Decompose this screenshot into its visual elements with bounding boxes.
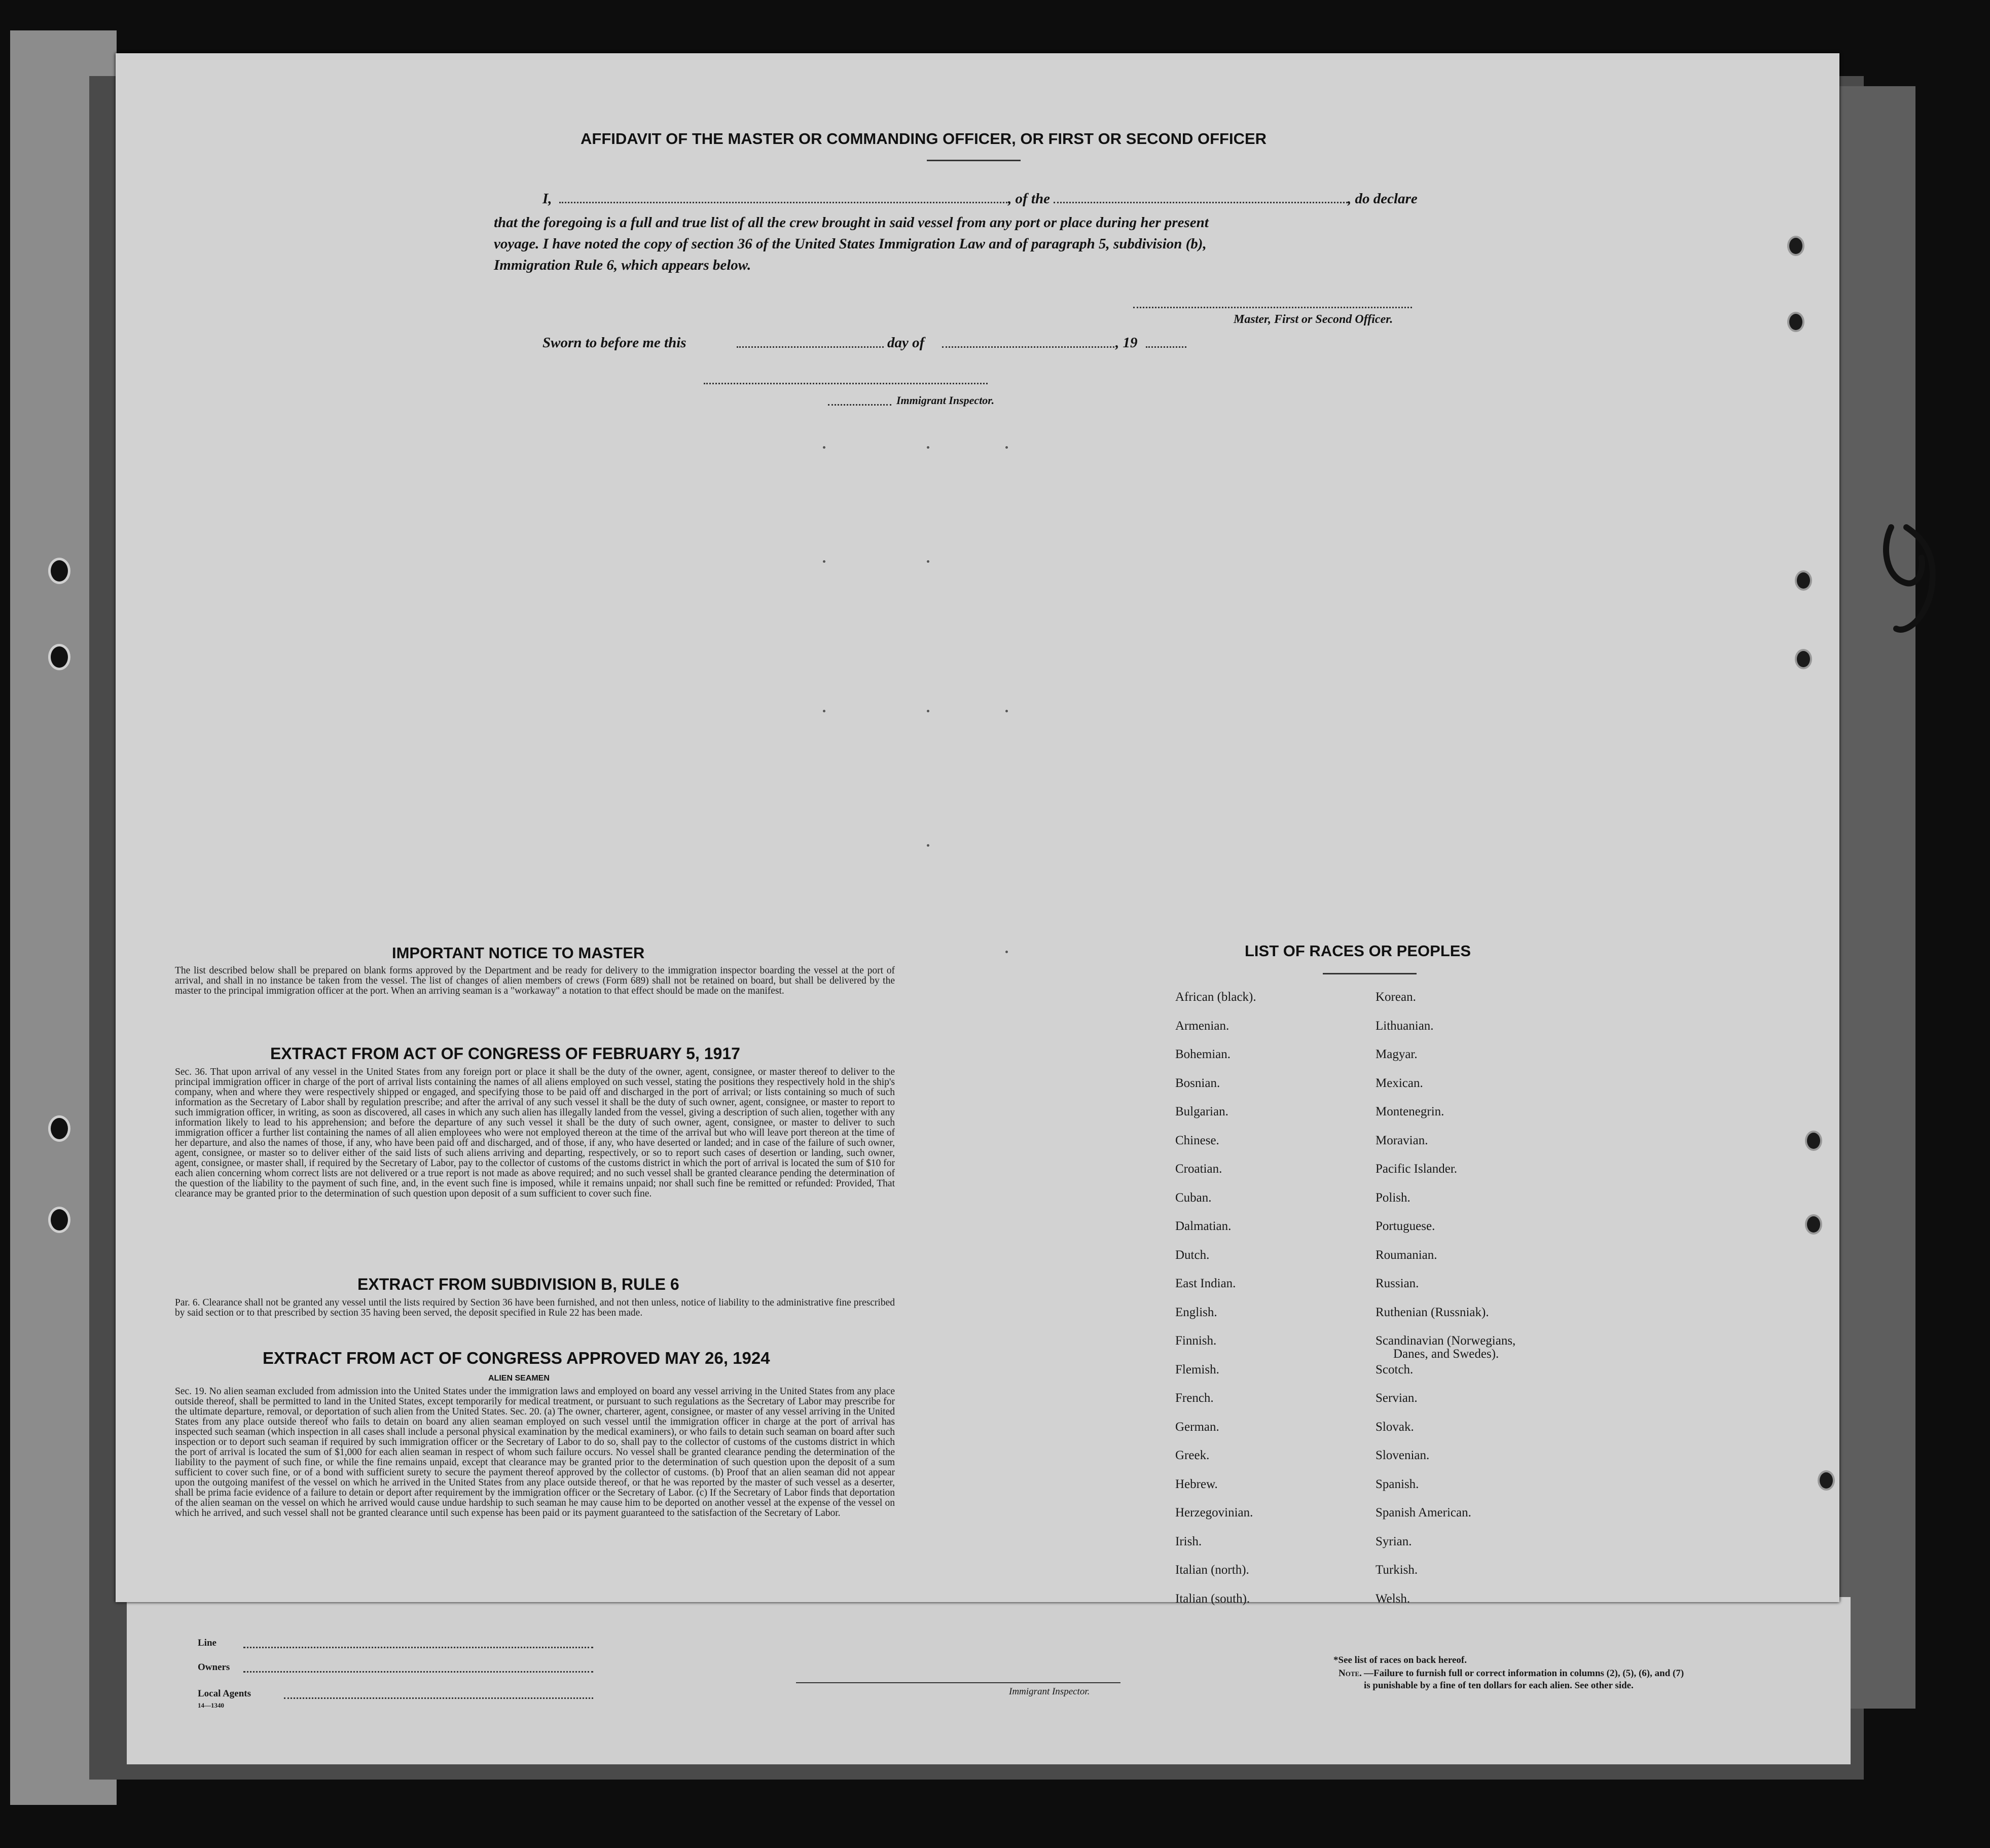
race-item: Armenian. [1175, 1019, 1229, 1033]
form-number: 14—1340 [198, 1701, 224, 1709]
column-dot [823, 710, 825, 712]
binder-hole [48, 558, 70, 584]
race-item: German. [1175, 1420, 1219, 1434]
race-item: Turkish. [1376, 1563, 1418, 1577]
race-item: East Indian. [1175, 1277, 1236, 1290]
race-item: Bulgarian. [1175, 1105, 1228, 1118]
affidavit-declare: , do declare [1348, 191, 1418, 207]
subdivision-b-title: EXTRACT FROM SUBDIVISION B, RULE 6 [357, 1275, 679, 1293]
column-dot [823, 446, 825, 449]
binder-hole [48, 1115, 70, 1142]
subdivision-b-text: Par. 6. Clearance shall not be granted any vessel until the lists required by Section 36 have been furnished, and not then unless, notice of liability to the administrative fine prescribed by said section or to that prescribed by section 35 having been served, the deposit specified in Rule 22 has been made. [175, 1297, 895, 1318]
affidavit-of-the: , of the [1008, 191, 1050, 207]
race-item: Ruthenian (Russniak). [1376, 1305, 1489, 1319]
edge-hole [1795, 570, 1812, 591]
inspector-signature-line [796, 1682, 1120, 1683]
extract-1924-text: Sec. 19. No alien seaman excluded from admission into the United States under the immigration laws and employed on board any vessel arriving in the United States from any place outside thereof, shall be permitted to land in the United States, except temporarily for medical treatment, or pursuant to such regulations as the Secretary of Labor may prescribe for the ultimate departure, removal, or deportation of such alien from the United States. Sec. 20. (a) The owner, charterer, agent, consignee, or master of any vessel arriving in the United States from any place outside thereof who fails to detain on board any alien seaman employed on such vessel until the immigration officer in charge at the port of arrival has inspected such seaman (which inspection in all cases shall include a personal physical examination by the medical examiners), or who fails to detain such seaman on board after such inspection or to deport such seaman if required by such immigration officer or the Secretary of Labor to do so, shall pay to the collector of customs of the customs district in which the port of arrival is located the sum of $1,000 for each alien seaman in respect of whom such failure occurs. No vessel shall be granted clearance pending the determination of the liability to the payment of such fine, or while the fine remains unpaid, except that clearance may be granted prior to the determination of such question upon the deposit of a sum sufficient to cover such fine, or of a bond with sufficient surety to secure the payment thereof approved by the collector of customs. (b) Proof that an alien seaman did not appear upon the outgoing manifest of the vessel on which he arrived in the United States from any place outside thereof, or that he was reported by the master of such vessel as a deserter, shall be prima facie evidence of a failure to detain or deport after requirement by the immigration officer or the Secretary of Labor. (c) If the Secretary of Labor finds that deportation of the alien seaman on the vessel on which he arrived would cause undue hardship to such seaman he may cause him to be deported on another vessel at the expense of the vessel on which he arrived, and such vessel shall not be granted clearance until such expense has been paid or its payment guaranteed to the satisfaction of the Secretary of Labor. [175, 1387, 895, 1518]
inspector-label: Immigrant Inspector. [896, 394, 995, 407]
race-item: Chinese. [1175, 1133, 1219, 1147]
races-note: *See list of races on back hereof. [1333, 1655, 1467, 1665]
inspector-prefix-line [828, 404, 891, 406]
edge-hole [1805, 1214, 1822, 1235]
title-underline [927, 160, 1021, 161]
affidavit-line-4: Immigration Rule 6, which appears below. [494, 257, 751, 273]
race-item: Welsh. [1376, 1591, 1410, 1606]
column-dot [823, 560, 825, 563]
master-signature-field [1133, 307, 1412, 308]
race-item: Hebrew. [1175, 1477, 1218, 1491]
affidavit-title: AFFIDAVIT OF THE MASTER OR COMMANDING OFFICER, OR FIRST OR SECOND OFFICER [581, 130, 1267, 148]
binder-hole [48, 1207, 70, 1233]
local-agents-label: Local Agents [198, 1688, 251, 1699]
binder-hole [48, 644, 70, 670]
extract-1917-text: Sec. 36. That upon arrival of any vessel in the United States from any foreign port or place it shall be the duty of the owner, agent, consignee, or master thereof to deliver to the principal immigration officer in charge of the port of arrival lists containing the names of all aliens employed on such vessel, stating the positions they respectively hold in the ship's company, when and where they were respectively shipped or engaged, and specifying those to be paid off and discharged in the port of arrival; or lists containing so much of such information as the Secretary of Labor shall by regulation prescribe; and after the arrival of any such vessel it shall be the duty of such owner, agent, consignee, or master to report to such immigration officer, in writing, as soon as discovered, all cases in which any such alien has illegally landed from the vessel, giving a description of such alien, together with any information likely to lead to his apprehension; and before the departure of any such vessel it shall be the duty of such owner, agent, consignee, or master to deliver to such immigration officer a further list containing the names of all alien employees who were not employed thereon at the time of the arrival but who will leave port thereon at the time of her departure, and also the names of those, if any, who have been paid off and discharged, and of those, if any, who have deserted or landed; and in case of the failure of such owner, agent, consignee, or master so to deliver either of the said lists of such aliens arriving and departing, respectively, or so to report such cases of desertion or landing, such owner, agent, consignee, or master shall, if required by the Secretary of Labor, pay to the collector of customs of the customs district in which the port of arrival is located the sum of $10 for each alien concerning whom correct lists are not delivered or a true report is not made as above required; and no such vessel shall be granted clearance pending the determination of the question of the liability to the payment of such fine, and, in the event such fine is imposed, while it remains unpaid; nor shall such fine be remitted or refunded: Provided, That clearance may be granted prior to the determination of such question upon deposit of a sum sufficient to cover such fine. [175, 1067, 895, 1199]
owners-field [243, 1671, 593, 1673]
affidavit-line-3: voyage. I have noted the copy of section 36 of the United States Immigration Law and of paragraph 5, subdivision (b), [494, 236, 1207, 252]
owners-label: Owners [198, 1662, 230, 1673]
race-item: Montenegrin. [1376, 1105, 1444, 1118]
race-item: Slovak. [1376, 1420, 1414, 1434]
note-label: Note. [1338, 1668, 1362, 1679]
line-field [243, 1647, 593, 1648]
race-item: Slovenian. [1376, 1448, 1430, 1462]
edge-hole [1787, 236, 1804, 256]
sworn-year-field [1146, 346, 1186, 348]
race-item: Italian (north). [1175, 1563, 1249, 1577]
sworn-year: , 19 [1115, 335, 1138, 351]
race-item: Bohemian. [1175, 1047, 1231, 1061]
sworn-prefix: Sworn to before me this [542, 335, 686, 351]
alien-seamen-subtitle: ALIEN SEAMEN [488, 1374, 550, 1383]
note-text-2: is punishable by a fine of ten dollars for each alien. See other side. [1364, 1680, 1634, 1691]
column-dot [1005, 951, 1008, 953]
column-dot [927, 710, 929, 712]
local-agents-field [284, 1697, 593, 1699]
inspector-signature-field [704, 383, 988, 384]
affidavit-line-2: that the foregoing is a full and true list of all the crew brought in said vessel from any port or place during her present [494, 214, 1209, 231]
sworn-day-field [737, 346, 884, 348]
race-item: Irish. [1175, 1534, 1202, 1548]
race-item: Roumanian. [1376, 1248, 1437, 1262]
edge-hole [1818, 1470, 1835, 1491]
race-item: Mexican. [1376, 1076, 1423, 1090]
race-item: Scotch. [1376, 1362, 1414, 1376]
race-item: Herzegovinian. [1175, 1506, 1253, 1519]
race-item: Spanish American. [1376, 1506, 1471, 1519]
edge-hole [1787, 312, 1804, 332]
affidavit-page [116, 53, 1839, 1606]
line-label: Line [198, 1638, 216, 1648]
races-title-underline [1323, 973, 1417, 974]
extract-1917-title: EXTRACT FROM ACT OF CONGRESS OF FEBRUARY 5, 1917 [270, 1044, 740, 1063]
note-text: —Failure to furnish full or correct information in columns (2), (5), (6), and (7) [1364, 1668, 1684, 1679]
race-item: Spanish. [1376, 1477, 1419, 1491]
race-item: Cuban. [1175, 1190, 1212, 1205]
race-item: Italian (south). [1175, 1591, 1250, 1606]
sworn-day-of: day of [887, 335, 925, 351]
race-item: Scandinavian (Norwegians, [1376, 1334, 1516, 1348]
edge-hole [1795, 649, 1812, 669]
race-item: Servian. [1376, 1391, 1418, 1405]
officer-name-field [559, 202, 1010, 203]
master-signature-label: Master, First or Second Officer. [1234, 313, 1393, 326]
notice-title: IMPORTANT NOTICE TO MASTER [392, 944, 645, 962]
race-item: Greek. [1175, 1448, 1210, 1462]
right-edge-sheet [1839, 86, 1915, 1709]
race-item: Flemish. [1175, 1362, 1219, 1376]
race-item: Russian. [1376, 1277, 1419, 1290]
column-dot [927, 446, 929, 449]
race-item: Dalmatian. [1175, 1219, 1232, 1233]
column-dot [1005, 446, 1008, 449]
race-item: Korean. [1376, 990, 1416, 1004]
affidavit-i: I, [542, 191, 552, 207]
race-item: Portuguese. [1376, 1219, 1435, 1233]
race-item: Polish. [1376, 1190, 1410, 1205]
race-item: Croatian. [1175, 1162, 1222, 1176]
race-item-continuation: Danes, and Swedes). [1393, 1347, 1499, 1361]
race-item: Finnish. [1175, 1334, 1217, 1348]
races-title: LIST OF RACES OR PEOPLES [1245, 942, 1471, 960]
race-item: African (black). [1175, 990, 1256, 1004]
race-item: Dutch. [1175, 1248, 1210, 1262]
race-item: Moravian. [1376, 1133, 1428, 1147]
edge-hole [1805, 1131, 1822, 1151]
extract-1924-title: EXTRACT FROM ACT OF CONGRESS APPROVED MAY 26, 1924 [263, 1349, 770, 1367]
column-dot [1005, 710, 1008, 712]
column-dot [927, 844, 929, 847]
race-item: Syrian. [1376, 1534, 1412, 1548]
race-item: English. [1175, 1305, 1217, 1319]
race-item: Pacific Islander. [1376, 1162, 1458, 1176]
race-item: French. [1175, 1391, 1214, 1405]
lower-inspector-label: Immigrant Inspector. [1009, 1686, 1090, 1697]
race-item: Magyar. [1376, 1047, 1418, 1061]
vessel-name-field [1054, 202, 1348, 203]
race-item: Lithuanian. [1376, 1019, 1434, 1033]
handwritten-mark-icon [1876, 507, 1957, 639]
lower-form-sheet [127, 1597, 1851, 1764]
notice-text: The list described below shall be prepared on blank forms approved by the Department and be ready for delivery to the immigration inspector boarding the vessel at the port of arrival, and shall in no instance be taken from the vessel. The list of changes of alien members of crews (Form 689) shall not be retained on board, but shall be delivered by the master to the principal immigration officer at the port. When an arriving seaman is a "workaway" a notation to that effect should be made on the manifest. [175, 965, 895, 996]
column-dot [927, 560, 929, 563]
race-item: Bosnian. [1175, 1076, 1220, 1090]
sworn-month-field [942, 346, 1114, 348]
